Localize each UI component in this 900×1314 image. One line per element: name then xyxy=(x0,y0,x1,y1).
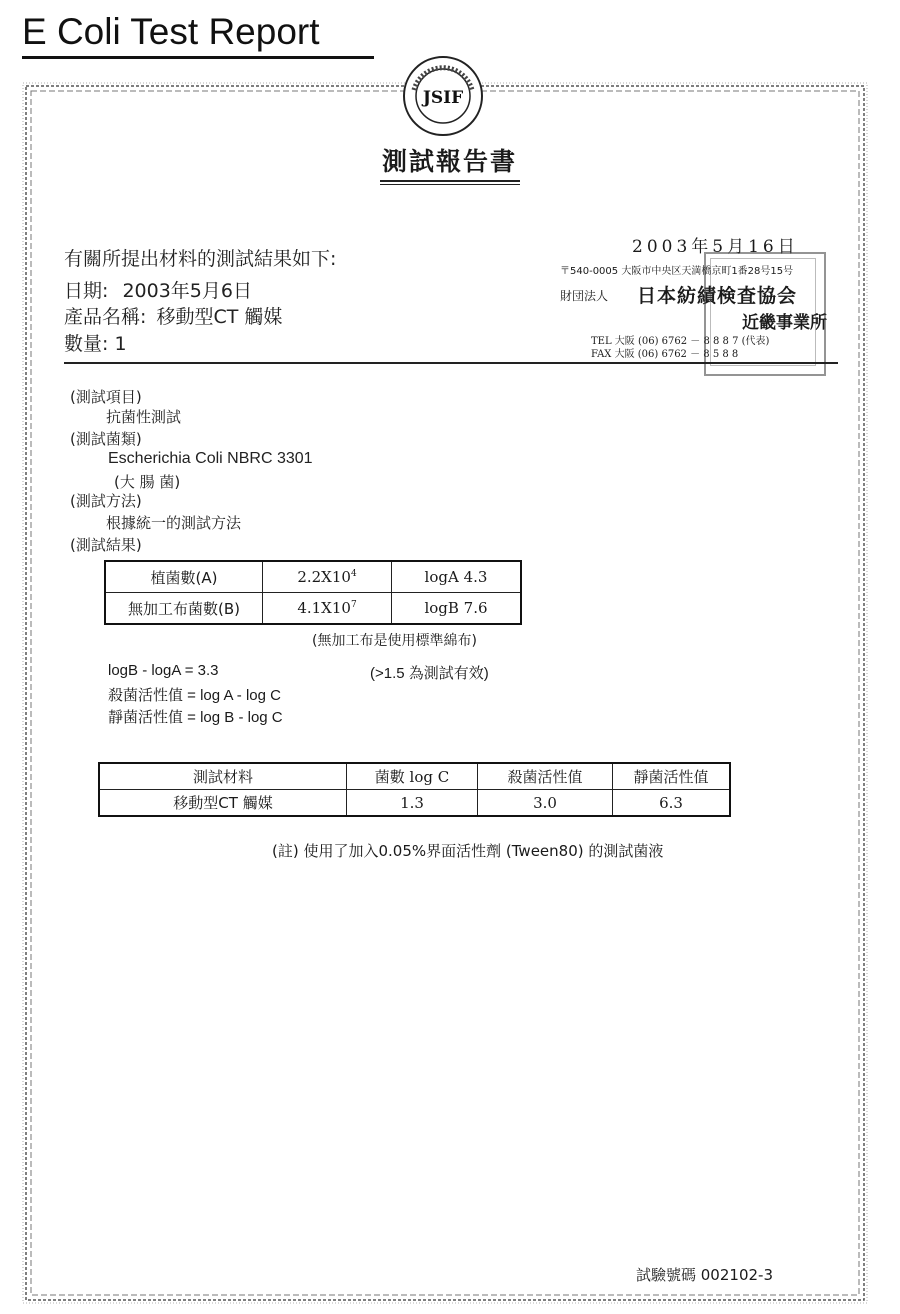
table-header: 殺菌活性值 xyxy=(478,763,613,790)
calc-line-3: 靜菌活性值 = log B - log C xyxy=(108,709,283,726)
issuer-fax: FAX 大阪 (06) 6762 － 8 5 8 8 xyxy=(591,349,739,360)
svg-text:JSIF: JSIF xyxy=(422,88,464,108)
table-cell: 移動型CT 觸媒 xyxy=(99,790,347,817)
bacteria-value: Escherichia Coli NBRC 3301 xyxy=(108,450,313,467)
table-header: 靜菌活性值 xyxy=(613,763,731,790)
result-label: (測試結果) xyxy=(70,536,142,554)
table-row xyxy=(99,790,730,817)
product-value: 移動型CT 觸媒 xyxy=(156,306,283,328)
issue-date: 2003年5月16日 xyxy=(632,237,799,257)
table-header: 菌數 log C xyxy=(347,763,478,790)
bacteria-note: (大 腸 菌) xyxy=(114,473,181,491)
page-title: E Coli Test Report xyxy=(22,11,320,52)
table-cell: 無加工布菌數(B) xyxy=(105,593,263,625)
calc-validity-note: (>1.5 為測試有效) xyxy=(370,665,489,682)
result-table xyxy=(104,560,522,625)
quantity-row xyxy=(64,329,127,356)
table-cell: $4.1X10^7$ xyxy=(263,593,392,625)
table-cell: 3.0 xyxy=(478,790,613,817)
method-value: 根據統一的測試方法 xyxy=(106,514,242,532)
calc-line-1: logB - logA = 3.3 xyxy=(108,662,219,679)
date-row xyxy=(64,276,252,303)
quantity-value: 1 xyxy=(114,333,127,355)
calc-line-2: 殺菌活性值 = log A - log C xyxy=(108,687,281,704)
table-cell: logB 7.6 xyxy=(392,593,522,625)
title-underline xyxy=(22,56,374,59)
issuer-corp-type: 財団法人 xyxy=(560,289,609,303)
document-heading: 測試報告書 xyxy=(382,147,518,176)
heading-underline-2 xyxy=(380,184,520,185)
test-item-value: 抗菌性測試 xyxy=(106,408,182,426)
heading-underline xyxy=(380,180,520,182)
date-label: 日期: xyxy=(64,280,109,302)
inspection-seal-logo xyxy=(402,55,484,137)
header-rule xyxy=(64,362,838,364)
date-value: 2003年5月6日 xyxy=(122,280,252,302)
bacteria-label: (測試菌類) xyxy=(70,430,142,448)
table-row xyxy=(105,593,521,625)
footnote: (註) 使用了加入0.05%界面活性劑 (Tween80) 的測試菌液 xyxy=(272,842,664,860)
intro-line: 有關所提出材料的測試結果如下: xyxy=(64,248,337,270)
table-cell: logA 4.3 xyxy=(392,561,522,593)
product-row xyxy=(64,302,282,329)
issuer-name: 日本紡績検査協会 xyxy=(637,285,798,307)
table-cell: $2.2X10^4$ xyxy=(263,561,392,593)
quantity-label: 數量: xyxy=(64,333,109,355)
material-table xyxy=(98,762,731,817)
table-row xyxy=(105,561,521,593)
table-header-row xyxy=(99,763,730,790)
official-stamp-inner xyxy=(710,258,816,366)
table-cell: 6.3 xyxy=(613,790,731,817)
test-item-label: (測試項目) xyxy=(70,388,142,406)
table-header: 測試材料 xyxy=(99,763,347,790)
product-label: 產品名稱: xyxy=(64,306,147,328)
issuer-branch: 近畿事業所 xyxy=(742,313,827,333)
issuer-address: 〒540-0005 大阪市中央区天満橋京町1番28号15号 xyxy=(560,266,794,277)
table-cell: 1.3 xyxy=(347,790,478,817)
method-label: (測試方法) xyxy=(70,492,142,510)
table-cell: 植菌數(A) xyxy=(105,561,263,593)
table-note: (無加工布是使用標準綿布) xyxy=(312,633,477,649)
issuer-tel: TEL 大阪 (06) 6762 － 8 8 8 7 (代表) xyxy=(591,336,770,347)
test-number: 試驗號碼 002102-3 xyxy=(636,1266,773,1284)
